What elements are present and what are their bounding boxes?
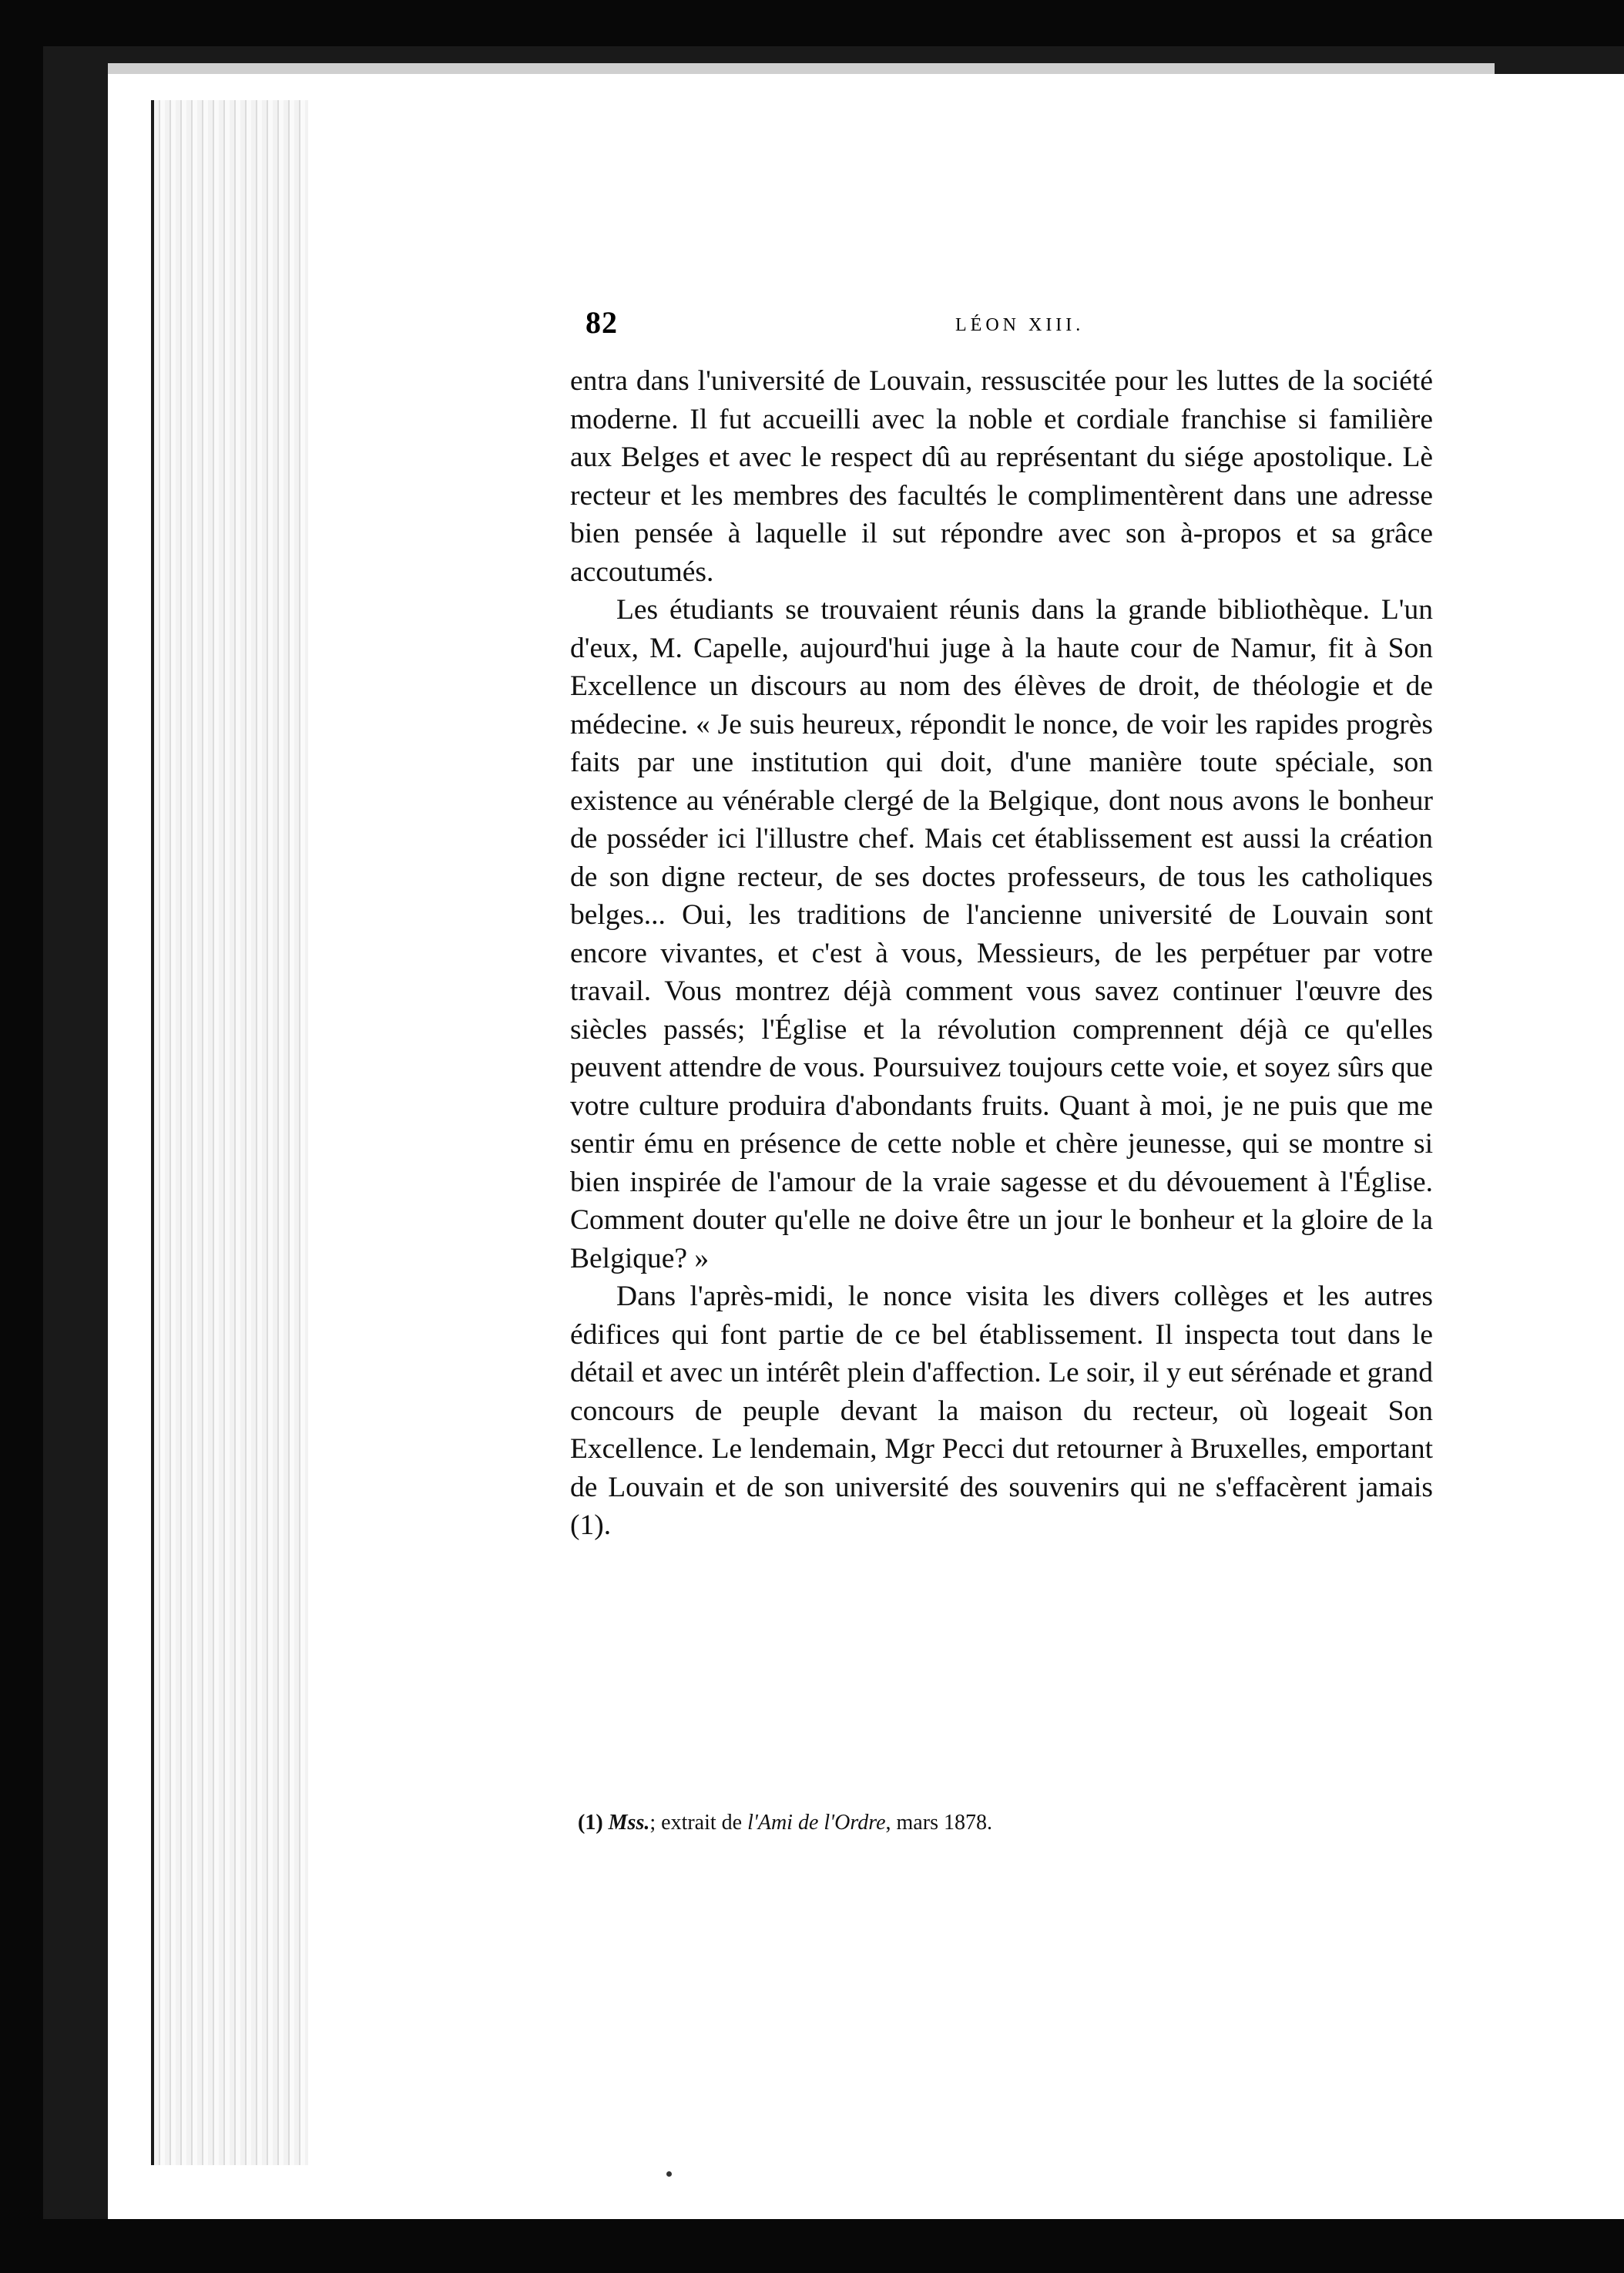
- paragraph-1: entra dans l'université de Louvain, ressuscitée pour les luttes de la société moderne. Il fut accueilli avec la noble et cordiale franchise si familière aux Belges et avec le respect dû au représentant du siége apostolique. Lè recteur et les membres des facultés le complimentèrent dans une adresse bien pensée à laquelle il sut répondre avec son à-propos et sa grâce accoutumés.: [570, 365, 1433, 588]
- footnote-title: l'Ami de l'Ordre: [747, 1811, 886, 1835]
- page-number: 82: [586, 305, 618, 340]
- paper-speck: [666, 2171, 672, 2177]
- footnote: [578, 1811, 1425, 1835]
- page-stack-edges: [151, 100, 308, 2165]
- body-text: [570, 362, 1433, 1545]
- page-header: [586, 304, 1433, 351]
- running-head: LÉON XIII.: [955, 315, 1085, 335]
- footnote-number: (1): [578, 1811, 603, 1835]
- paragraph-2: Les étudiants se trouvaient réunis dans la grande bibliothèque. L'un d'eux, M. Capelle, aujourd'hui juge à la haute cour de Namur, fit à Son Excellence un discours au nom des élèves de droit, de théologie et de médecine. « Je suis heureux, répondit le nonce, de voir les rapides progrès faits par une institution qui doit, d'une manière toute spéciale, son existence au vénérable clergé de la Belgique, dont nous avons le bonheur de posséder ici l'illustre chef. Mais cet établissement est aussi la création de son digne recteur, de ses doctes professeurs, de tous les catholiques belges... Oui, les traditions de l'ancienne université de Louvain sont encore vivantes, et c'est à vous, Messieurs, de les perpétuer par votre travail. Vous montrez déjà comment vous savez continuer l'œuvre des siècles passés; l'Église et la révolution comprennent déjà ce qu'elles peuvent attendre de vous. Poursuivez toujours cette voie, et soyez sûrs que votre culture produira d'abondants fruits. Quant à moi, je ne puis que me sentir ému en présence de cette noble et chère jeunesse, qui se montre si bien inspirée de l'amour de la vraie sagesse et du dévouement à l'Église. Comment douter qu'elle ne doive être un jour le bonheur et la gloire de la Belgique? »: [570, 594, 1433, 1274]
- footnote-text-before: ; extrait de: [649, 1811, 748, 1835]
- paragraph-3: Dans l'après-midi, le nonce visita les divers collèges et les autres édifices qui font partie de ce bel établissement. Il inspecta tout dans le détail et avec un intérêt plein d'affection. Le soir, il y eut sérénade et grand concours de peuple devant la maison du recteur, où logeait Son Excellence. Le lendemain, Mgr Pecci dut retourner à Bruxelles, emportant de Louvain et de son université des souvenirs qui ne s'effacèrent jamais (1).: [570, 1281, 1433, 1541]
- footnote-text-after: , mars 1878.: [885, 1811, 992, 1835]
- footnote-source: Mss.: [608, 1811, 650, 1835]
